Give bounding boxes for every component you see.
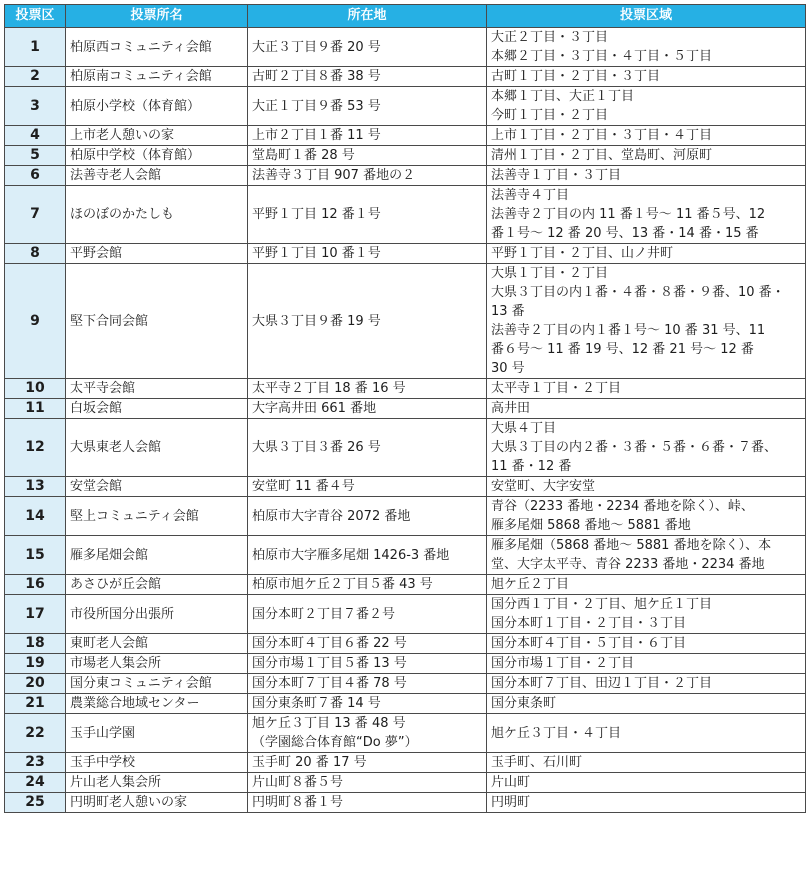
voting-area <box>487 67 806 87</box>
area-line: 国分東条町 <box>491 696 557 711</box>
station-name: 片山老人集会所 <box>66 773 248 793</box>
table-row <box>5 773 806 793</box>
table-row <box>5 477 806 497</box>
address-line: 国分本町２丁目７番２号 <box>252 606 396 622</box>
table-row <box>5 146 806 166</box>
area-line: 片山町 <box>491 775 531 790</box>
station-name: 大県東老人会館 <box>66 419 248 477</box>
header-voting-area: 投票区域 <box>487 5 806 28</box>
station-address <box>248 753 487 773</box>
area-line: 清州１丁目・２丁目、堂島町、河原町 <box>491 148 713 163</box>
voting-area <box>487 714 806 753</box>
area-line: 今町１丁目・２丁目 <box>491 108 609 123</box>
table-row <box>5 497 806 536</box>
address-line: 柏原市旭ケ丘２丁目５番 43 号 <box>252 577 433 592</box>
station-name: 堅下合同会館 <box>66 264 248 379</box>
station-address <box>248 244 487 264</box>
station-address <box>248 634 487 654</box>
address-line: 平野１丁目 10 番１号 <box>252 246 381 261</box>
area-line: 法善寺２丁目の内 11 番１号～ 11 番５号、12 <box>491 207 766 222</box>
area-line: 大県４丁目 <box>491 421 557 436</box>
table-row <box>5 67 806 87</box>
area-line: 大正２丁目・３丁目 <box>491 30 609 45</box>
station-name: 柏原小学校（体育館） <box>66 87 248 126</box>
table-row <box>5 166 806 186</box>
area-line: 法善寺４丁目 <box>491 188 570 203</box>
table-row <box>5 186 806 244</box>
station-name: 平野会館 <box>66 244 248 264</box>
district-number: 4 <box>5 126 66 146</box>
district-number: 23 <box>5 753 66 773</box>
area-line: 国分本町１丁目・２丁目・３丁目 <box>491 616 687 631</box>
station-address <box>248 575 487 595</box>
station-address <box>248 714 487 753</box>
address-line: 法善寺３丁目 907 番地の２ <box>252 168 416 183</box>
station-address <box>248 497 487 536</box>
station-name: 白坂会館 <box>66 399 248 419</box>
voting-area <box>487 694 806 714</box>
station-address <box>248 186 487 244</box>
address-line: 平野１丁目 12 番１号 <box>252 207 381 222</box>
address-line: 大県３丁目３番 26 号 <box>252 440 381 455</box>
district-number: 17 <box>5 595 66 634</box>
area-line: 13 番 <box>491 304 525 319</box>
area-line: 本郷１丁目、大正１丁目 <box>491 89 635 104</box>
table-header <box>5 5 806 28</box>
station-address <box>248 419 487 477</box>
district-number: 13 <box>5 477 66 497</box>
station-address <box>248 146 487 166</box>
district-number: 24 <box>5 773 66 793</box>
station-address <box>248 67 487 87</box>
station-name: 安堂会館 <box>66 477 248 497</box>
table-row <box>5 634 806 654</box>
table-row <box>5 379 806 399</box>
table-row <box>5 753 806 773</box>
area-line: 大県３丁目の内１番・４番・８番・９番、10 番・ <box>491 285 785 300</box>
station-name: あさひが丘会館 <box>66 575 248 595</box>
table-row <box>5 674 806 694</box>
station-address <box>248 166 487 186</box>
address-line: 国分東条町７番 14 号 <box>252 696 381 711</box>
voting-area <box>487 419 806 477</box>
station-name: 農業総合地域センター <box>66 694 248 714</box>
area-line: 国分市場１丁目・２丁目 <box>491 656 635 671</box>
area-line: 安堂町、大字安堂 <box>491 479 596 494</box>
voting-area <box>487 146 806 166</box>
table-row <box>5 654 806 674</box>
area-line: 国分本町７丁目、田辺１丁目・２丁目 <box>491 676 713 691</box>
district-number: 14 <box>5 497 66 536</box>
area-line: 法善寺２丁目の内１番１号～ 10 番 31 号、11 <box>491 323 766 338</box>
polling-station-table-wrapper <box>4 4 806 813</box>
station-address <box>248 654 487 674</box>
area-line: 法善寺１丁目・３丁目 <box>491 168 622 183</box>
district-number: 7 <box>5 186 66 244</box>
area-line: 太平寺１丁目・２丁目 <box>491 381 622 396</box>
area-line: 青谷（2233 番地・2234 番地を除く）、峠、 <box>491 499 754 514</box>
table-row <box>5 694 806 714</box>
area-line: 堂、大字太平寺、青谷 2233 番地・2234 番地 <box>491 557 765 572</box>
station-name: 玉手中学校 <box>66 753 248 773</box>
address-line: 上市２丁目１番 11 号 <box>252 128 381 143</box>
district-number: 21 <box>5 694 66 714</box>
table-row <box>5 575 806 595</box>
station-address <box>248 477 487 497</box>
voting-area <box>487 497 806 536</box>
voting-area <box>487 244 806 264</box>
voting-area <box>487 87 806 126</box>
header-row <box>5 5 806 28</box>
station-name: 堅上コミュニティ会館 <box>66 497 248 536</box>
voting-area <box>487 399 806 419</box>
station-address <box>248 379 487 399</box>
address-line: 片山町８番５号 <box>252 775 344 790</box>
address-line: 大県３丁目９番 19 号 <box>252 313 381 329</box>
table-row <box>5 595 806 634</box>
voting-area <box>487 477 806 497</box>
area-line: 雁多尾畑（5868 番地～ 5881 番地を除く）、本 <box>491 538 772 553</box>
address-line: 堂島町１番 28 号 <box>252 148 355 163</box>
address-line: 大字高井田 661 番地 <box>252 401 377 416</box>
station-name: 法善寺老人会館 <box>66 166 248 186</box>
voting-area <box>487 634 806 654</box>
district-number: 10 <box>5 379 66 399</box>
station-name: 太平寺会館 <box>66 379 248 399</box>
table-row <box>5 793 806 813</box>
voting-area <box>487 674 806 694</box>
table-row <box>5 87 806 126</box>
area-line: 番１号～ 12 番 20 号、13 番・14 番・15 番 <box>491 226 759 241</box>
station-address <box>248 28 487 67</box>
voting-area <box>487 575 806 595</box>
district-number: 12 <box>5 419 66 477</box>
address-line: 安堂町 11 番４号 <box>252 479 355 494</box>
station-name: 上市老人憩いの家 <box>66 126 248 146</box>
station-address <box>248 674 487 694</box>
table-row <box>5 536 806 575</box>
address-line: 国分本町７丁目４番 78 号 <box>252 676 407 691</box>
station-address <box>248 694 487 714</box>
voting-area <box>487 264 806 379</box>
district-number: 15 <box>5 536 66 575</box>
station-name: 柏原南コミュニティ会館 <box>66 67 248 87</box>
station-address <box>248 773 487 793</box>
table-row <box>5 126 806 146</box>
header-district-number: 投票区 <box>5 5 66 28</box>
voting-area <box>487 773 806 793</box>
station-address <box>248 595 487 634</box>
table-row <box>5 399 806 419</box>
area-line: 円明町 <box>491 795 531 810</box>
area-line: 雁多尾畑 5868 番地～ 5881 番地 <box>491 518 691 533</box>
district-number: 25 <box>5 793 66 813</box>
area-line: 高井田 <box>491 401 531 416</box>
station-address <box>248 126 487 146</box>
district-number: 20 <box>5 674 66 694</box>
address-line: 柏原市大字雁多尾畑 1426-3 番地 <box>252 547 450 563</box>
address-line: 国分市場１丁目５番 13 号 <box>252 656 407 671</box>
area-line: 旭ケ丘３丁目・４丁目 <box>491 725 622 741</box>
district-number: 22 <box>5 714 66 753</box>
station-name: 東町老人会館 <box>66 634 248 654</box>
station-address <box>248 793 487 813</box>
district-number: 6 <box>5 166 66 186</box>
address-line: 円明町８番１号 <box>252 795 344 810</box>
district-number: 18 <box>5 634 66 654</box>
district-number: 8 <box>5 244 66 264</box>
station-name: 玉手山学園 <box>66 714 248 753</box>
station-name: ほのぼのかたしも <box>66 186 248 244</box>
area-line: 大県３丁目の内２番・３番・５番・６番・７番、 <box>491 440 778 455</box>
voting-area <box>487 28 806 67</box>
header-address: 所在地 <box>248 5 487 28</box>
voting-area <box>487 166 806 186</box>
voting-area <box>487 379 806 399</box>
table-row <box>5 714 806 753</box>
area-line: 国分本町４丁目・５丁目・６丁目 <box>491 636 687 651</box>
address-line: 太平寺２丁目 18 番 16 号 <box>252 381 406 396</box>
address-line: 玉手町 20 番 17 号 <box>252 755 367 770</box>
district-number: 2 <box>5 67 66 87</box>
station-address <box>248 87 487 126</box>
area-line: 番６号～ 11 番 19 号、12 番 21 号～ 12 番 <box>491 342 754 357</box>
area-line: 11 番・12 番 <box>491 459 572 474</box>
station-address <box>248 264 487 379</box>
station-address <box>248 399 487 419</box>
area-line: 本郷２丁目・３丁目・４丁目・５丁目 <box>491 49 713 64</box>
district-number: 19 <box>5 654 66 674</box>
voting-area <box>487 654 806 674</box>
district-number: 9 <box>5 264 66 379</box>
area-line: 国分西１丁目・２丁目、旭ケ丘１丁目 <box>491 597 713 612</box>
area-line: 30 号 <box>491 361 525 376</box>
area-line: 上市１丁目・２丁目・３丁目・４丁目 <box>491 128 713 143</box>
header-station-name: 投票所名 <box>66 5 248 28</box>
address-line: 大正１丁目９番 53 号 <box>252 98 381 114</box>
polling-station-table <box>4 4 806 813</box>
area-line: 旭ケ丘２丁目 <box>491 577 570 592</box>
table-row <box>5 244 806 264</box>
station-name: 国分東コミュニティ会館 <box>66 674 248 694</box>
station-name: 市場老人集会所 <box>66 654 248 674</box>
district-number: 3 <box>5 87 66 126</box>
voting-area <box>487 595 806 634</box>
district-number: 1 <box>5 28 66 67</box>
area-line: 古町１丁目・２丁目・３丁目 <box>491 69 661 84</box>
area-line: 大県１丁目・２丁目 <box>491 266 609 281</box>
district-number: 5 <box>5 146 66 166</box>
address-line: 大正３丁目９番 20 号 <box>252 39 381 55</box>
station-name: 円明町老人憩いの家 <box>66 793 248 813</box>
voting-area <box>487 126 806 146</box>
station-name: 柏原中学校（体育館） <box>66 146 248 166</box>
table-body <box>5 28 806 813</box>
district-number: 16 <box>5 575 66 595</box>
table-row <box>5 28 806 67</box>
voting-area <box>487 753 806 773</box>
voting-area <box>487 536 806 575</box>
address-line: （学園総合体育館“Do 夢”） <box>252 735 418 750</box>
address-line: 柏原市大字青谷 2072 番地 <box>252 508 411 524</box>
station-name: 雁多尾畑会館 <box>66 536 248 575</box>
station-name: 柏原西コミュニティ会館 <box>66 28 248 67</box>
district-number: 11 <box>5 399 66 419</box>
address-line: 古町２丁目８番 38 号 <box>252 69 381 84</box>
table-row <box>5 419 806 477</box>
station-address <box>248 536 487 575</box>
voting-area <box>487 186 806 244</box>
address-line: 国分本町４丁目６番 22 号 <box>252 636 407 651</box>
voting-area <box>487 793 806 813</box>
area-line: 玉手町、石川町 <box>491 755 583 770</box>
address-line: 旭ケ丘３丁目 13 番 48 号 <box>252 716 406 731</box>
table-row <box>5 264 806 379</box>
area-line: 平野１丁目・２丁目、山ノ井町 <box>491 246 674 261</box>
station-name: 市役所国分出張所 <box>66 595 248 634</box>
